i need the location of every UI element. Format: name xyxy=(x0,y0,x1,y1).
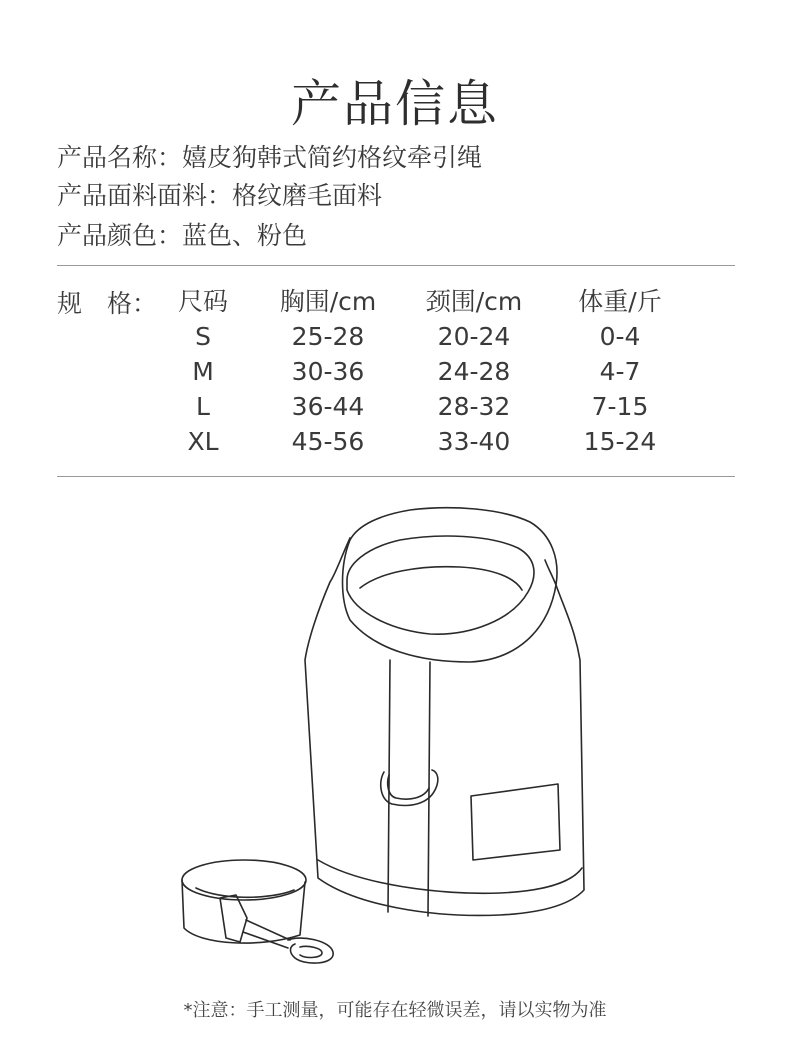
divider-bottom xyxy=(57,476,735,477)
table-cell: 33-40 xyxy=(437,427,511,456)
size-column xyxy=(158,284,248,459)
harness-illustration xyxy=(0,490,790,990)
product-material-line: 产品面料面料：格纹磨毛面料 xyxy=(57,181,383,210)
neck-column xyxy=(414,284,534,459)
table-cell: 28-32 xyxy=(437,392,511,421)
table-cell: 15-24 xyxy=(583,427,657,456)
product-name-line: 产品名称：嬉皮狗韩式简约格纹牵引绳 xyxy=(57,143,483,172)
table-cell: 36-44 xyxy=(291,392,365,421)
table-cell: 24-28 xyxy=(437,357,511,386)
table-cell: 25-28 xyxy=(291,322,365,351)
product-color-line: 产品颜色：蓝色、粉色 xyxy=(57,221,308,250)
table-cell: 30-36 xyxy=(291,357,365,386)
divider-top xyxy=(57,265,735,266)
spec-label: 规 格： xyxy=(57,289,158,318)
table-header-neck: 颈围/cm xyxy=(425,287,523,316)
table-cell: 45-56 xyxy=(291,427,365,456)
table-cell: 20-24 xyxy=(437,322,511,351)
table-header-size: 尺码 xyxy=(177,287,228,316)
table-header-chest: 胸围/cm xyxy=(279,287,377,316)
table-cell: XL xyxy=(187,427,219,456)
table-cell: M xyxy=(192,357,214,386)
table-cell: L xyxy=(196,392,210,421)
note-text: *注意：手工测量，可能存在轻微误差，请以实物为准 xyxy=(183,1000,607,1021)
weight-column xyxy=(560,284,680,459)
page-title: 产品信息 xyxy=(291,75,499,133)
table-header-weight: 体重/斤 xyxy=(578,287,662,316)
table-cell: 7-15 xyxy=(591,392,649,421)
table-cell: S xyxy=(195,322,211,351)
chest-column xyxy=(268,284,388,459)
table-cell: 4-7 xyxy=(599,357,641,386)
table-cell: 0-4 xyxy=(599,322,641,351)
